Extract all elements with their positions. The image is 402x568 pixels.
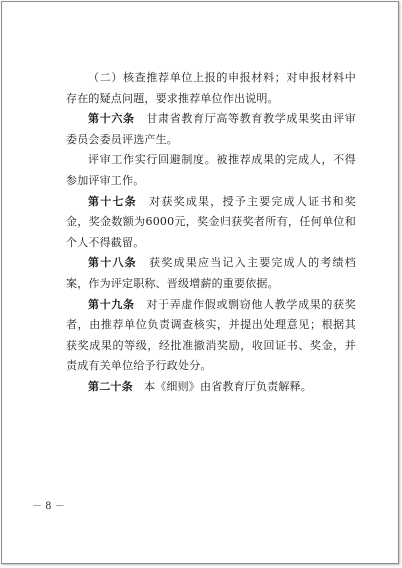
paragraph-2-label: 第十六条 bbox=[88, 112, 135, 126]
paragraph-4-text: 对获奖成果，授予主要完成人证书和奖金，奖金数额为6000元，奖金归获奖者所有，任何单位和个人不得截留。 bbox=[66, 194, 356, 249]
paragraph-6-label: 第十九条 bbox=[88, 297, 135, 311]
paragraph-4 bbox=[66, 192, 356, 254]
paragraph-3 bbox=[66, 150, 356, 191]
paragraph-3-text: 评审工作实行回避制度。被推荐成果的完成人，不得参加评审工作。 bbox=[66, 153, 356, 187]
paragraph-2-text: 甘肃省教育厅高等教育教学成果奖由评审委员会委员评选产生。 bbox=[66, 112, 356, 146]
paragraph-5-text: 获奖成果应当记入主要完成人的考绩档案，作为评定职称、晋级增薪的重要依据。 bbox=[66, 256, 356, 290]
document-page bbox=[1, 1, 399, 564]
paragraph-5-label: 第十八条 bbox=[88, 256, 137, 270]
paragraph-2 bbox=[66, 109, 356, 150]
paragraph-7-label: 第二十条 bbox=[88, 379, 133, 393]
document-body bbox=[66, 68, 356, 398]
paragraph-4-label: 第十七条 bbox=[88, 194, 137, 208]
paragraph-7-text: 本《细则》由省教育厅负责解释。 bbox=[132, 379, 313, 393]
paragraph-6-text: 对于弄虚作假或剽窃他人教学成果的获奖者，由推荐单位负责调查核实，并提出处理意见；根据其获奖成果的等级，经批准撤消奖励，收回证书、奖金，并责成有关单位给予行政处分。 bbox=[66, 297, 356, 373]
paragraph-1 bbox=[66, 68, 356, 109]
paragraph-7 bbox=[66, 377, 356, 398]
paragraph-1-text: （二）核查推荐单位上报的申报材料；对申报材料中存在的疑点问题，要求推荐单位作出说明。 bbox=[66, 71, 356, 105]
page-number: － 8 － bbox=[32, 501, 65, 512]
paragraph-6 bbox=[66, 295, 356, 377]
paragraph-5 bbox=[66, 253, 356, 294]
